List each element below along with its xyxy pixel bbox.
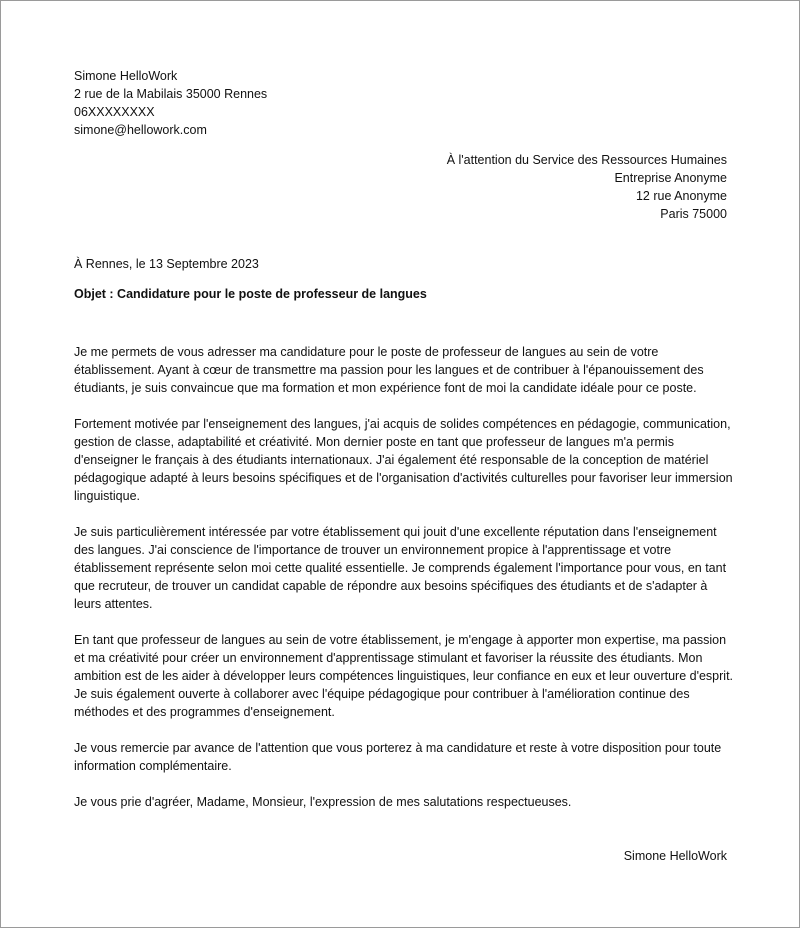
sender-email: simone@hellowork.com <box>74 123 207 137</box>
recipient-attention: À l'attention du Service des Ressources Humaines <box>446 153 727 167</box>
sender-name: Simone HelloWork <box>74 69 178 83</box>
recipient-block <box>447 151 727 223</box>
sender-phone: 06XXXXXXXX <box>74 105 155 119</box>
recipient-street: 12 rue Anonyme <box>635 189 727 203</box>
signature: Simone HelloWork <box>623 849 727 863</box>
recipient-city: Paris 75000 <box>660 207 727 221</box>
body-paragraph: En tant que professeur de langues au sein de votre établissement, je m'engage à apporter mon expertise, ma passion et ma créativité pour créer un environnement d'apprentissage stimulant et favoriser la réussite des étudiants. Mon ambition est de les aider à développer leurs compétences linguistiques, leur confiance en eux et leur ouverture d'esprit. Je suis également ouverte à collaborer avec l'équipe pédagogique pour contribuer à l'amélioration continue des méthodes et des programmes d'enseignement. <box>74 633 734 719</box>
recipient-company: Entreprise Anonyme <box>614 171 727 185</box>
letter-subject: Objet : Candidature pour le poste de professeur de langues <box>74 287 427 301</box>
closing-paragraph: Je vous prie d'agréer, Madame, Monsieur, l'expression de mes salutations respectueuses. <box>74 795 572 809</box>
body-paragraph: Je suis particulièrement intéressée par votre établissement qui jouit d'une excellente réputation dans l'enseignement des langues. J'ai conscience de l'importance de trouver un environnement propice à l'apprentissage et votre établissement représente selon moi cette qualité essentielle. Je comprends également l'importance pour vous, en tant que recruteur, de trouver un candidat capable de répondre aux besoins spécifiques des étudiants et de s'adapter à leurs attentes. <box>74 525 727 611</box>
place-and-date: À Rennes, le 13 Septembre 2023 <box>74 257 259 271</box>
body-paragraph: Je vous remercie par avance de l'attention que vous porterez à ma candidature et reste à votre disposition pour toute information complémentaire. <box>74 741 722 773</box>
sender-address: 2 rue de la Mabilais 35000 Rennes <box>74 87 268 101</box>
sender-block <box>74 67 267 139</box>
letter-body <box>74 343 734 829</box>
body-paragraph: Fortement motivée par l'enseignement des langues, j'ai acquis de solides compétences en pédagogie, communication, gestion de classe, adaptabilité et créativité. Mon dernier poste en tant que professeur de langues m'a permis d'enseigner le français à des étudiants internationaux. J'ai également été responsable de la conception de matériel pédagogique adapté à leurs besoins spécifiques et de l'organisation d'activités culturelles pour favoriser leur immersion linguistique. <box>74 417 733 503</box>
body-paragraph: Je me permets de vous adresser ma candidature pour le poste de professeur de langues au sein de votre établissement. Ayant à cœur de transmettre ma passion pour les langues et de contribuer à l'épanouissement des étudiants, je suis convaincue que ma formation et mon expérience font de moi la candidate idéale pour ce poste. <box>74 345 704 395</box>
